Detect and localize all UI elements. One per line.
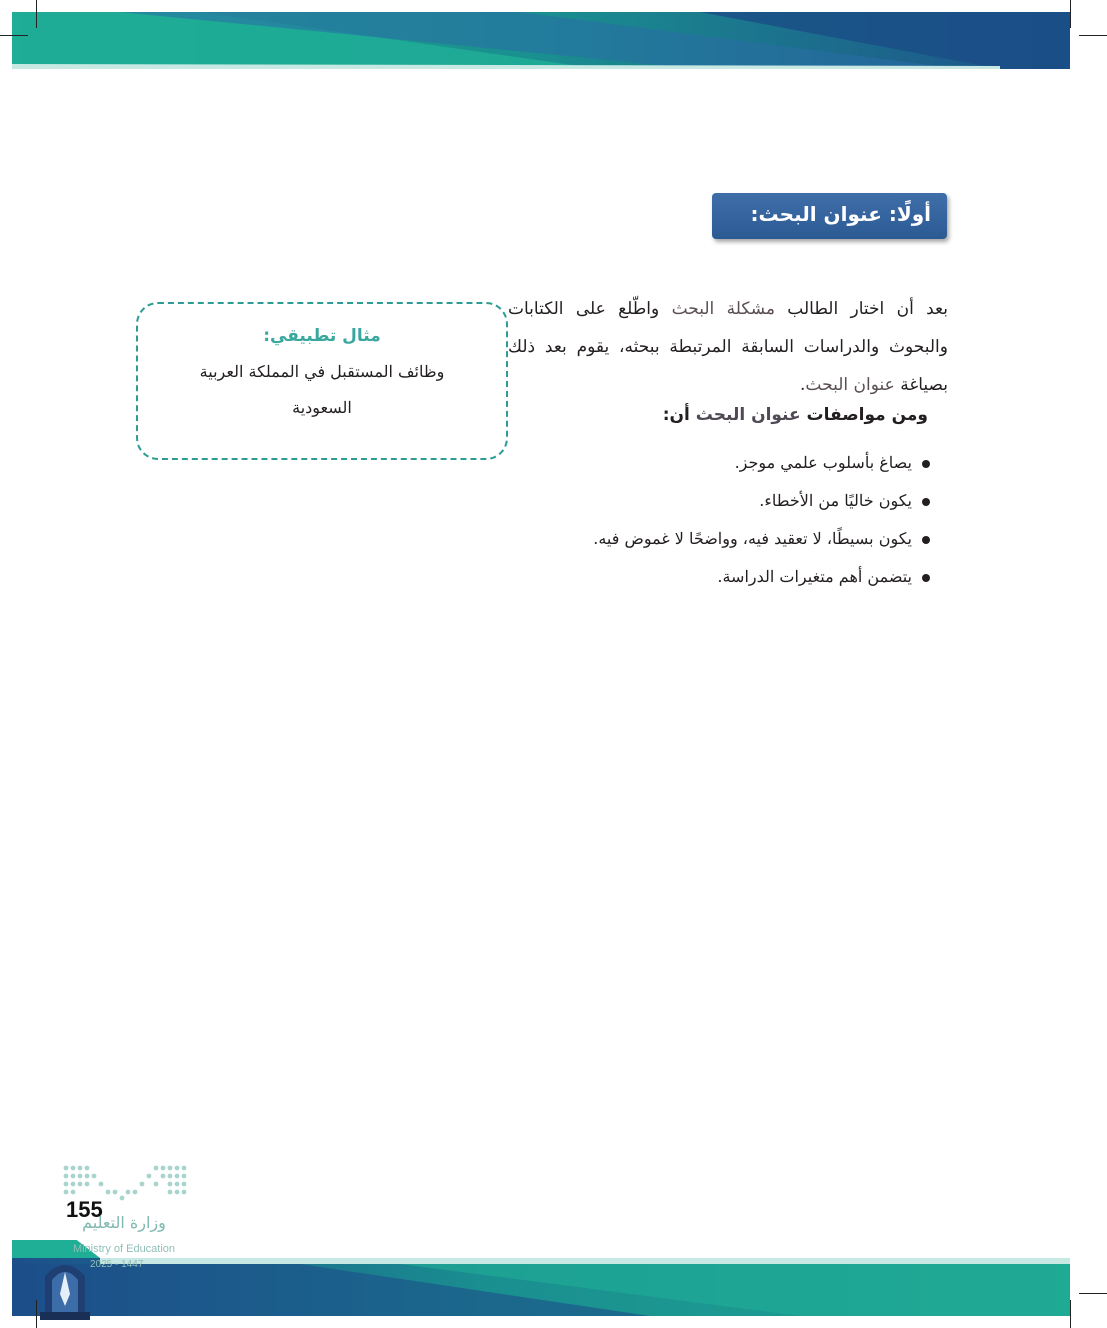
- page-number: 155: [66, 1197, 103, 1222]
- crop-mark: [1079, 1293, 1107, 1294]
- specs-heading: [560, 405, 928, 425]
- ministry-name-ar: وزارة التعليم: [82, 1213, 166, 1232]
- crop-mark: [0, 35, 28, 36]
- crop-mark: [1070, 1300, 1071, 1328]
- list-item-text: يصاغ بأسلوب علمي موجز.: [734, 453, 912, 472]
- highlight-term: عنوان البحث: [695, 405, 801, 425]
- edition-year: 2025 - 1447: [90, 1259, 144, 1270]
- bullet-icon: [922, 460, 930, 468]
- list-item: [500, 482, 930, 520]
- list-item: [500, 444, 930, 482]
- list-item-text: يتضمن أهم متغيرات الدراسة.: [717, 567, 912, 586]
- crop-mark: [1079, 35, 1107, 36]
- top-banner: [0, 0, 1107, 80]
- section-heading: أولًا: عنوان البحث:: [712, 193, 947, 239]
- specs-heading-text: ومن مواصفات: [800, 405, 928, 425]
- highlight-term: عنوان البحث: [805, 375, 895, 395]
- bullet-icon: [922, 574, 930, 582]
- example-title: مثال تطبيقي:: [263, 326, 381, 346]
- list-item: [500, 520, 930, 558]
- crop-mark: [1070, 0, 1071, 28]
- example-text: وظائف المستقبل في المملكة العربية السعودية: [199, 362, 445, 417]
- specs-heading-text: أن:: [662, 405, 696, 425]
- list-item-text: يكون بسيطًا، لا تعقيد فيه، وواضحًا لا غموض فيه.: [593, 529, 912, 548]
- intro-text: واطّلع على الكتابات والبحوث والدراسات السابقة المرتبطة ببحثه، يقوم بعد ذلك بصياغة: [508, 299, 948, 395]
- bullet-icon: [922, 498, 930, 506]
- list-item: [500, 558, 930, 596]
- example-box: [136, 302, 508, 460]
- crop-mark: [36, 0, 37, 28]
- bullet-icon: [922, 536, 930, 544]
- intro-paragraph: [508, 290, 948, 404]
- intro-text: بعد أن اختار الطالب: [774, 299, 948, 319]
- list-item-text: يكون خاليًا من الأخطاء.: [759, 491, 912, 510]
- specs-list: [500, 444, 930, 596]
- crop-mark: [36, 1300, 37, 1328]
- ministry-name-en: Ministry of Education: [72, 1243, 176, 1255]
- highlight-term: مشكلة البحث: [671, 299, 775, 319]
- intro-text: .: [800, 375, 806, 395]
- school-emblem-icon: [40, 1254, 90, 1320]
